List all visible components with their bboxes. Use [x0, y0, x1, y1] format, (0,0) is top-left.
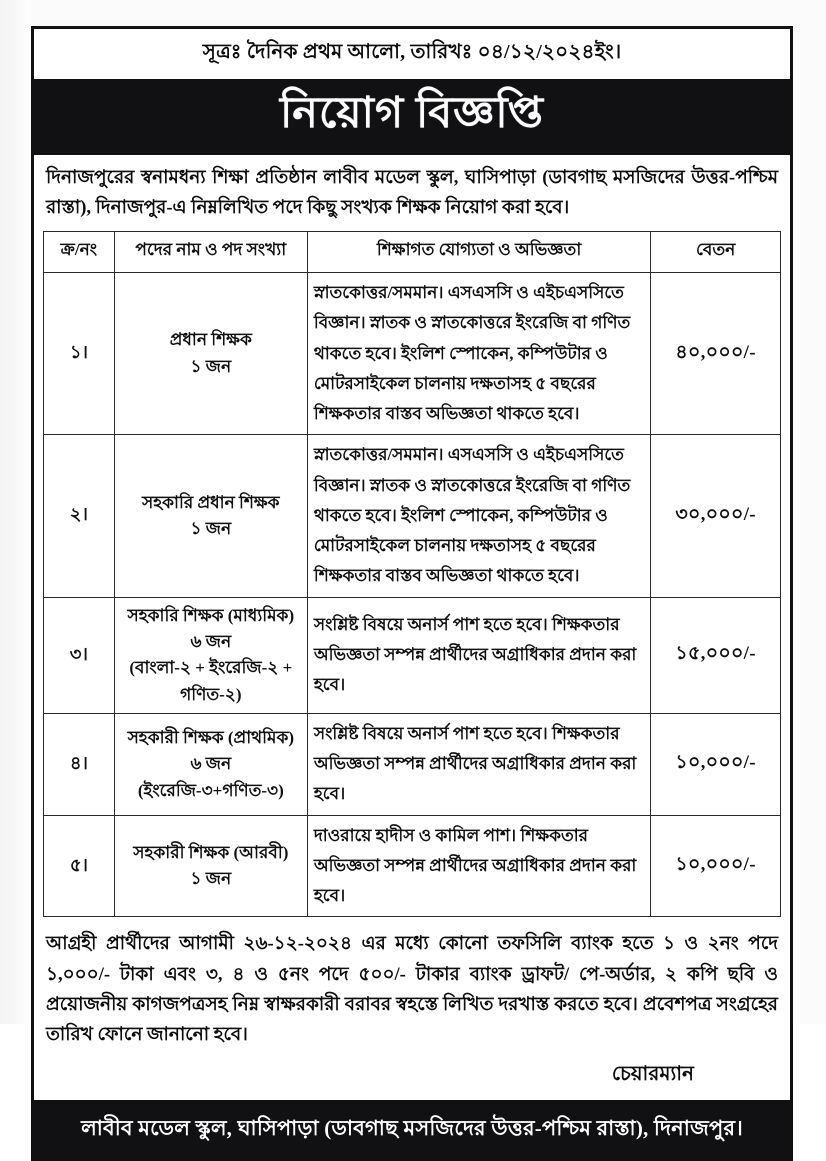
cell-serial: ২।: [44, 435, 115, 597]
cell-serial: ৪।: [44, 713, 115, 815]
table-row: [44, 815, 781, 917]
cell-post: [114, 597, 307, 713]
post-name-line: সহকারী শিক্ষক (আরবী): [133, 842, 289, 862]
cell-post: [114, 435, 307, 597]
institution-address-bar: লাবীব মডেল স্কুল, ঘাসিপাড়া (ডাবগাছ মসজিদের উত্তর-পশ্চিম রাস্তা), দিনাজপুর।: [34, 1100, 790, 1158]
table-row: [44, 713, 781, 815]
signatory-title: চেয়ারম্যান: [611, 1062, 694, 1085]
source-line: সূত্রঃ দৈনিক প্রথম আলো, তারিখঃ ০৪/১২/২০২৪ইং।: [34, 29, 790, 82]
post-count-line: ১ জন: [190, 356, 232, 376]
application-instructions: আগ্রহী প্রার্থীদের আগামী ২৬-১২-২০২৪ এর মধ্যে কোনো তফসিলি ব্যাংক হতে ১ ও ২নং পদে ১,০০০/- টাকা এবং ৩, ৪ ও ৫নং পদে ৫০০/- টাকার ব্যাংক ড্রাফট/ পে-অর্ডার, ২ কপি ছবি ও প্রয়োজনীয় কাগজপত্রসহ নিম্ন স্বাক্ষরকারী বরাবর স্বহস্তে লিখিত দরখাস্ত করতে হবে। প্রবেশপত্র সংগ্রহের তারিখ ফোনে জানানো হবে।: [46, 934, 778, 1046]
cell-qualification: স্নাতকোত্তর/সমমান। এসএসসি ও এইচএসসিতে বিজ্ঞান। স্নাতক ও স্নাতকোত্তরে ইংরেজি বা গণিত থাকতে হবে। ইংলিশ স্পোকেন, কম্পিউটার ও মোটরসাইকেল চালনায় দক্ষতাসহ ৫ বছরের শিক্ষকতার বাস্তব অভিজ্ঞতা থাকতে হবে।: [307, 435, 650, 597]
post-name-line: সহকারি শিক্ষক (মাধ্যমিক): [127, 605, 295, 625]
cell-salary: ৩০,০০০/-: [651, 435, 781, 597]
table-row: [44, 273, 781, 435]
jobs-table-body: [44, 273, 781, 917]
table-row: [44, 597, 781, 713]
cell-serial: ১।: [44, 273, 115, 435]
post-detail-line: (ইংরেজি-৩+গণিত-৩): [137, 780, 284, 800]
header-post: পদের নাম ও পদ সংখ্যা: [114, 232, 307, 273]
cell-salary: ৪০,০০০/-: [651, 273, 781, 435]
jobs-table: [43, 231, 781, 917]
post-name-line: সহকারী শিক্ষক (প্রাথমিক): [127, 727, 295, 747]
cell-qualification: সংশ্লিষ্ট বিষয়ে অনার্স পাশ হতে হবে। শিক্ষকতার অভিজ্ঞতা সম্পন্ন প্রার্থীদের অগ্রাধিকার প্রদান করা হবে।: [307, 597, 650, 713]
intro-paragraph: দিনাজপুরের স্বনামধন্য শিক্ষা প্রতিষ্ঠান লাবীব মডেল স্কুল, ঘাসিপাড়া (ডাবগাছ মসজিদের উত্তর-পশ্চিম রাস্তা), দিনাজপুর-এ নিম্নলিখিত পদে কিছু সংখ্যক শিক্ষক নিয়োগ করা হবে।: [46, 168, 778, 219]
page-title: নিয়োগ বিজ্ঞপ্তি: [279, 90, 544, 137]
header-qualification: শিক্ষাগত যোগ্যতা ও অভিজ্ঞতা: [307, 232, 650, 273]
cell-qualification: স্নাতকোত্তর/সমমান। এসএসসি ও এইচএসসিতে বিজ্ঞান। স্নাতক ও স্নাতকোত্তরে ইংরেজি বা গণিত থাকতে হবে। ইংলিশ স্পোকেন, কম্পিউটার ও মোটরসাইকেল চালনায় দক্ষতাসহ ৫ বছরের শিক্ষকতার বাস্তব অভিজ্ঞতা থাকতে হবে।: [307, 273, 650, 435]
post-count-line: ৬ জন: [190, 631, 232, 651]
post-count-line: ১ জন: [190, 869, 232, 889]
post-detail-line: (বাংলা-২ + ইংরেজি-২ + গণিত-২): [129, 658, 293, 704]
post-count-line: ৬ জন: [190, 754, 232, 774]
header-serial: ক্র/নং: [44, 232, 115, 273]
cell-qualification: দাওরায়ে হাদীস ও কামিল পাশ। শিক্ষকতার অভিজ্ঞতা সম্পন্ন প্রার্থীদের অগ্রাধিকার প্রদান করা হবে।: [307, 815, 650, 917]
cell-post: [114, 815, 307, 917]
title-banner: [34, 82, 790, 155]
cell-salary: ১০,০০০/-: [651, 713, 781, 815]
cell-serial: ৫।: [44, 815, 115, 917]
cell-post: [114, 273, 307, 435]
jobs-table-container: [34, 231, 790, 921]
post-count-line: ১ জন: [190, 518, 232, 538]
post-name-line: প্রধান শিক্ষক: [169, 330, 252, 350]
post-name-line: সহকারি প্রধান শিক্ষক: [142, 492, 280, 512]
cell-post: [114, 713, 307, 815]
header-salary: বেতন: [651, 232, 781, 273]
cell-serial: ৩।: [44, 597, 115, 713]
recruitment-notice: [31, 26, 793, 1161]
table-header-row: [44, 232, 781, 273]
cell-qualification: সংশ্লিষ্ট বিষয়ে অনার্স পাশ হতে হবে। শিক্ষকতার অভিজ্ঞতা সম্পন্ন প্রার্থীদের অগ্রাধিকার প্রদান করা হবে।: [307, 713, 650, 815]
cell-salary: ১৫,০০০/-: [651, 597, 781, 713]
cell-salary: ১০,০০০/-: [651, 815, 781, 917]
table-row: [44, 435, 781, 597]
